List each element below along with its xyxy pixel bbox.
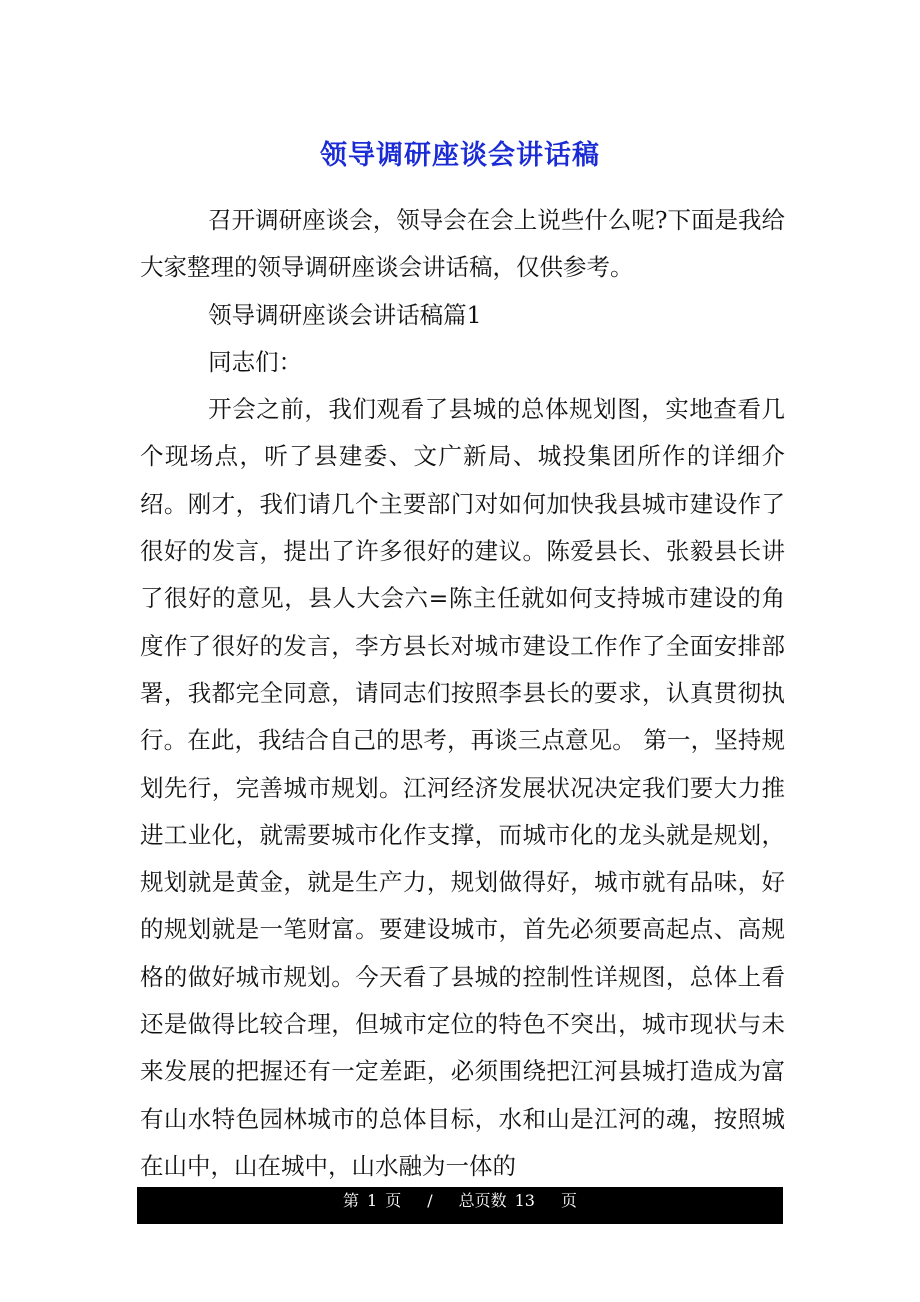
footer-page-number: 1 [367, 1191, 378, 1210]
footer-page-suffix: 页 [385, 1191, 402, 1210]
body-paragraph: 开会之前，我们观看了县城的总体规划图，实地查看几个现场点，听了县建委、文广新局、城投集团所作的详细介绍。刚才，我们请几个主要部门对如何加快我县城市建设作了很好的发言，提出了许多很好的建议。陈爱县长、张毅县长讲了很好的意见，县人大会六=陈主任就如何支持城市建设的角度作了很好的发言，李方县长对城市建设工作作了全面安排部署，我都完全同意，请同志们按照李县长的要求，认真贯彻执行。在此，我结合自己的思考，再谈三点意见。 第一，坚持规划先行，完善城市规划。江河经济发展状况决定我们要大力推进工业化，就需要城市化作支撑，而城市化的龙头就是规划，规划就是黄金，就是生产力，规划做得好，城市就有品味，好的规划就是一笔财富。要建设城市，首先必须要高起点、高规格的做好城市规划。今天看了县城的控制性详规图，总体上看还是做得比较合理，但城市定位的特色不突出，城市现状与未来发展的把握还有一定差距，必须围绕把江河县城打造成为富有山水特色园林城市的总体目标，水和山是江河的魂，按照城在山中，山在城中，山水融为一体的 [140, 395, 785, 1180]
section-heading: 领导调研座谈会讲话稿篇1 [208, 300, 482, 329]
footer-total-label: 总页数 [458, 1191, 507, 1210]
document-body [140, 197, 785, 1190]
document-title: 领导调研座谈会讲话稿 [320, 140, 600, 172]
footer-total-suffix: 页 [560, 1191, 577, 1210]
footer-total-pages: 13 [514, 1191, 535, 1210]
page-footer [137, 1187, 783, 1224]
footer-separator: / [427, 1191, 433, 1210]
intro-paragraph: 召开调研座谈会，领导会在会上说些什么呢?下面是我给大家整理的领导调研座谈会讲话稿，仅供参考。 [140, 206, 785, 282]
salutation: 同志们： [208, 347, 303, 376]
footer-page-prefix: 第 [343, 1191, 360, 1210]
